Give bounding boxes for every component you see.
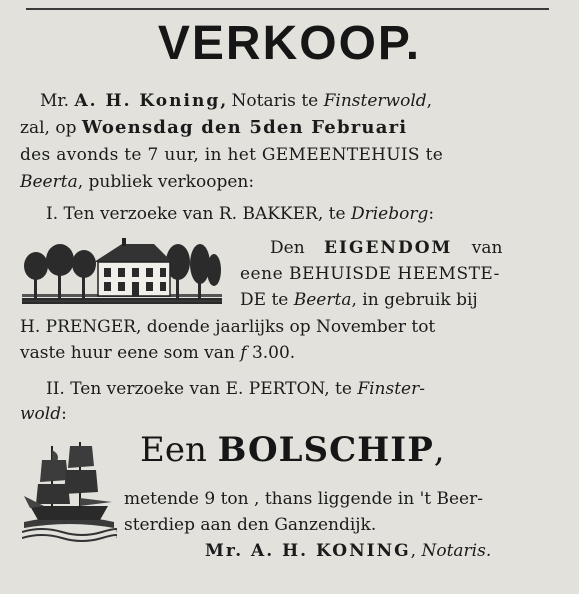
intro-line-4-rest: , publiek verkoopen: <box>77 172 255 192</box>
notary-role: Notaris te <box>231 91 319 111</box>
item1-line-1 <box>270 237 502 259</box>
signature <box>205 540 491 562</box>
item1-van: van <box>471 238 503 258</box>
item2-head-text: II. Ten verzoeke van E. PERTON, te <box>46 379 352 399</box>
florin-sign: f <box>240 343 247 363</box>
item1-place-2: Beerta <box>293 290 352 310</box>
item2-place-cont: wold <box>20 404 62 424</box>
item1-de-te: DE te <box>240 290 289 310</box>
item2-line-2 <box>20 403 67 425</box>
house-icon <box>22 238 222 308</box>
signature-sep: , <box>410 541 417 561</box>
signature-role: Notaris. <box>421 541 492 561</box>
sale-date: Woensdag den 5den Februari <box>81 117 408 138</box>
item2-line-3: metende 9 ton , thans liggende in 't Beer- <box>124 489 483 509</box>
item1-in-gebruik: , in gebruik bij <box>351 290 478 310</box>
item1-line-2: eene BEHUISDE HEEMSTE- <box>240 264 500 284</box>
intro-comma: , <box>220 91 227 111</box>
item1-den: Den <box>270 238 305 258</box>
item1-line-3 <box>240 289 478 311</box>
intro-line-3: des avonds te 7 uur, in het GEMEENTEHUIS te <box>20 145 444 165</box>
heading-een: Een <box>140 430 207 470</box>
item1-head-end: : <box>428 204 435 224</box>
signature-name: Mr. A. H. KONING <box>205 541 411 561</box>
intro-zal: zal, op <box>20 118 77 138</box>
sale-place: Beerta <box>20 172 78 192</box>
notary-place: Finsterwold <box>323 91 427 111</box>
ship-icon <box>22 436 117 546</box>
top-rule <box>26 8 549 10</box>
intro-line-2 <box>20 117 407 139</box>
item2-head-end: : <box>61 404 67 424</box>
item1-line-4: H. PRENGER, doende jaarlijks op November tot <box>20 317 436 337</box>
item2-place: Finster- <box>357 379 425 399</box>
notary-name: A. H. Koning <box>74 91 221 111</box>
intro-line-4 <box>20 171 254 193</box>
item2-head <box>46 378 425 400</box>
item2-line-4: sterdiep aan den Ganzendijk. <box>124 515 377 535</box>
item1-amount: 3.00. <box>251 343 296 363</box>
item1-line-5 <box>20 342 295 364</box>
heading-end: , <box>433 430 445 470</box>
item1-head <box>46 203 434 225</box>
item1-place: Drieborg <box>350 204 429 224</box>
page-title: VERKOOP. <box>157 17 422 70</box>
intro-line-1 <box>40 90 432 112</box>
item1-object: EIGENDOM <box>324 238 453 258</box>
heading-object: BOLSCHIP <box>217 430 434 470</box>
intro-end: , <box>426 91 433 111</box>
item1-som: vaste huur eene som van <box>20 343 235 363</box>
intro-mr: Mr. <box>40 91 70 111</box>
item1-head-text: I. Ten verzoeke van R. BAKKER, te <box>46 204 346 224</box>
ship-heading <box>140 430 445 470</box>
